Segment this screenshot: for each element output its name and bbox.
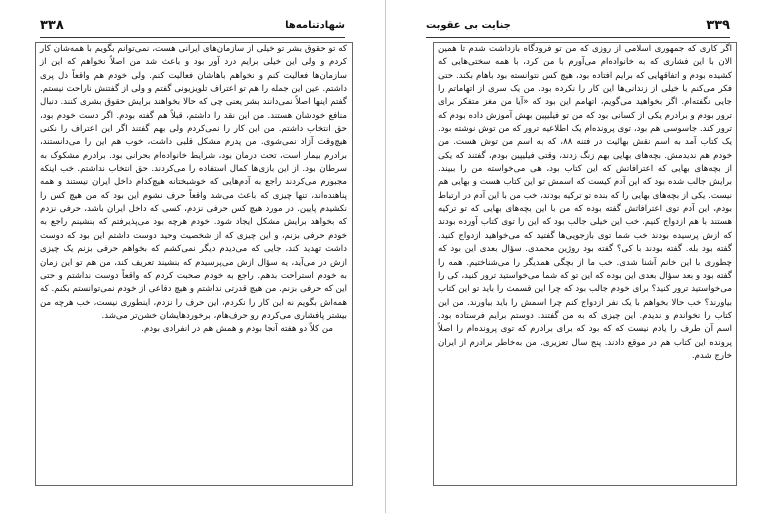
- left-paragraph-2: من کلاً دو هفته آنجا بودم و همش هم در انفرادی بودم.: [141, 324, 333, 335]
- right-page-number: ۳۳۹: [706, 18, 730, 33]
- right-header-rule: [426, 37, 730, 38]
- left-page-body: [40, 43, 347, 337]
- left-paragraph-1: که تو حقوق بشر تو خیلی از سازمان‌های ایرانی هست، نمی‌توانم بگویم با همه‌شان کار کردم و ولی این خیلی برایم درد آور بود و باعث شد من اصلاً نخواهم که این از سازمان‌ها فعالیت کنم و نخواهم باهاشان فعالیت کنم. ولی خودم هم واقعاً دل پری داشتم. عین این جمله را هم تو اعتراف تلویزیونی گفتم و ولی از گفتنش ناراحت نیستم. گفتم اینها اصلاً نمی‌دانند بشر یعنی چی که حالا بخواهند برایش حقوق بشری کنند. دنبال منافع خودشان هستند. من این نقد را داشتم، قبلاً هم گفته بودم. اگر دست خودم بود، حق انتخاب داشتم. من این کار را نمی‌کردم ولی بهم گفتند اگر این اعتراف را نکنی هیچ‌وقت آزاد نمی‌شوی. من پدرم مشکل قلبی داشت، خوب هم این را می‌دانستند، برادرم بیمار است، تحت درمان بود، شرایط خانواده‌ام بحرانی بود. برادرم مشکوک به سرطان بود. از این بازی‌ها کمال استفاده را می‌کردند. حق انتخاب نداشتم. خب اینکه مجبورم می‌کردند راجع به آدم‌هایی که خوشبختانه هیچ‌کدام داخل ایران نیستند و همه پناهنده‌اند، تنها چیزی که باعث می‌شد واقعاً حرف نشوم این بود که من هیچ کس را نکشیدم پایین. در مورد هیچ کس حرفی نزدم، کسی که داخل ایران باشد، حرفی نزدم که بخواهد برایش مشکل ایجاد شود. خودم هرچه بود می‌پذیرفتم که بنشینم راجع به خودم حرفی بزنم، و این چیزی که از شخصیت وحید دوست داشتم این بود که دوست داشت تهدید کند، جایی که می‌دیدم دیگر نمی‌کشم که بخواهم حرفی بزنم یک چیزی ازش در می‌آید، یه سؤال ازش می‌پرسیدم که بنشیند تعریف کند، من هم تو این زمان به خودم استراحت بدهم. راجع به خودم صحبت کردم که واقعاً دوست نداشتم و حتی این که حرفی بزنم. من هیچ قدرتی نداشتم و هیچ دفاعی از خودم نمی‌توانستم بکنم. که همه‌اش بگویم نه این کار را نکردم، این حرف را نزدم، اینطوری نیست، خب هرچه من بیشتر پافشاری می‌کردم رو حرف‌هام، برخوردهایشان خشن‌تر می‌شد.: [40, 44, 347, 321]
- right-running-title: جنایت بی عقوبت: [426, 20, 511, 31]
- left-page-number: ۳۳۸: [40, 18, 64, 33]
- left-page-header: [40, 18, 345, 34]
- right-page: [385, 0, 768, 513]
- right-page-header: [426, 18, 730, 34]
- right-page-body: [438, 43, 732, 363]
- left-running-title: شهادتنامه‌ها: [285, 20, 345, 31]
- right-paragraph-1: اگر کاری که جمهوری اسلامی از روزی که من تو فرودگاه بازداشت شدم تا همین الان با این فشاری که به خانواده‌ام می‌آورم با من کرد، با همه سختی‌هایی که کشیده بودم و اتفاقهایی که برایم افتاده بود، هیچ کس نتوانسته بود باهام بکند. حتی فکر می‌کنم با خیلی از زندانی‌ها این کار را نکرده بود. من یک سری از اتهاماتم را جایی نگفته‌ام. اگر بخواهید می‌گویم، اتهامم این بود که «آیا من مغز متفکر برای ترور بودم و برادرم یکی از کسانی بود که من تو فیلیپین بهش آموزش داده بودم که ترور کند. جاسوسی هم بود، توی پرونده‌ام یک اطلاعیه ترور که من توش نوشته بود. یک کتاب آمد به اسم نقش بهائیت در فتنه ۸۸، که به اسم من توش هست. من خودم هم ندیدمش. بچه‌های بهایی بهم زنگ زدند، وقتی فیلیپین بودم، گفتند که یکی از بچه‌های بهایی که اعترافاتش که این کتاب بود، هی می‌خواسته من را ببیند. برایش جالب شده بود که این آدم کیست که اسمش تو این کتاب هست و بهایی هم نیست. یکی از بچه‌های بهایی را که بنده تو ترکیه بودند، خب من با این آدم در ارتباط بودم، این آدم توی اعترافاتش گفته بوده که من با این بچه‌های بهایی که تو ترکیه هستند با هم ازدواج کنیم. خب این خیلی جالب بود که این را توی کتاب آورده بودند که ازش پرسیده بودند خب شما توی بازجویی‌ها گفتید که می‌خواهید ازدواج کنید. گفته بود بله. گفته بودند با کی؟ گفته بود روژین محمدی. سؤال بعدی این بود که چطوری با این خانم آشنا شدی. خب ما از بچگی همدیگر را می‌شناختیم. همه را گفته بود و بعد سؤال بعدی این بوده که این تو که شما می‌خواستید ترور کنید، کی را می‌خواستید ترور کنید؟ برای خودم جالب بود که چرا این قسمت را باید تو این کتاب بیاورند؟ خب حالا بخواهم با یک نفر ازدواج کنم چرا اسمش را باید بیاورند. من این کتاب را نخواندم و ندیدم. این چیزی که به من گفتند. دوستم برایم فرستاده بود. اسم آن طرف را یادم نیست که که بود که برای برادرم که توی پرونده‌ام را اصلاً پرونده این کتاب هم در موقع دادند. پنج سال تعزیری. من به‌خاطر برادرم از ایران خارج شدم.: [438, 44, 732, 361]
- left-header-rule: [40, 37, 345, 38]
